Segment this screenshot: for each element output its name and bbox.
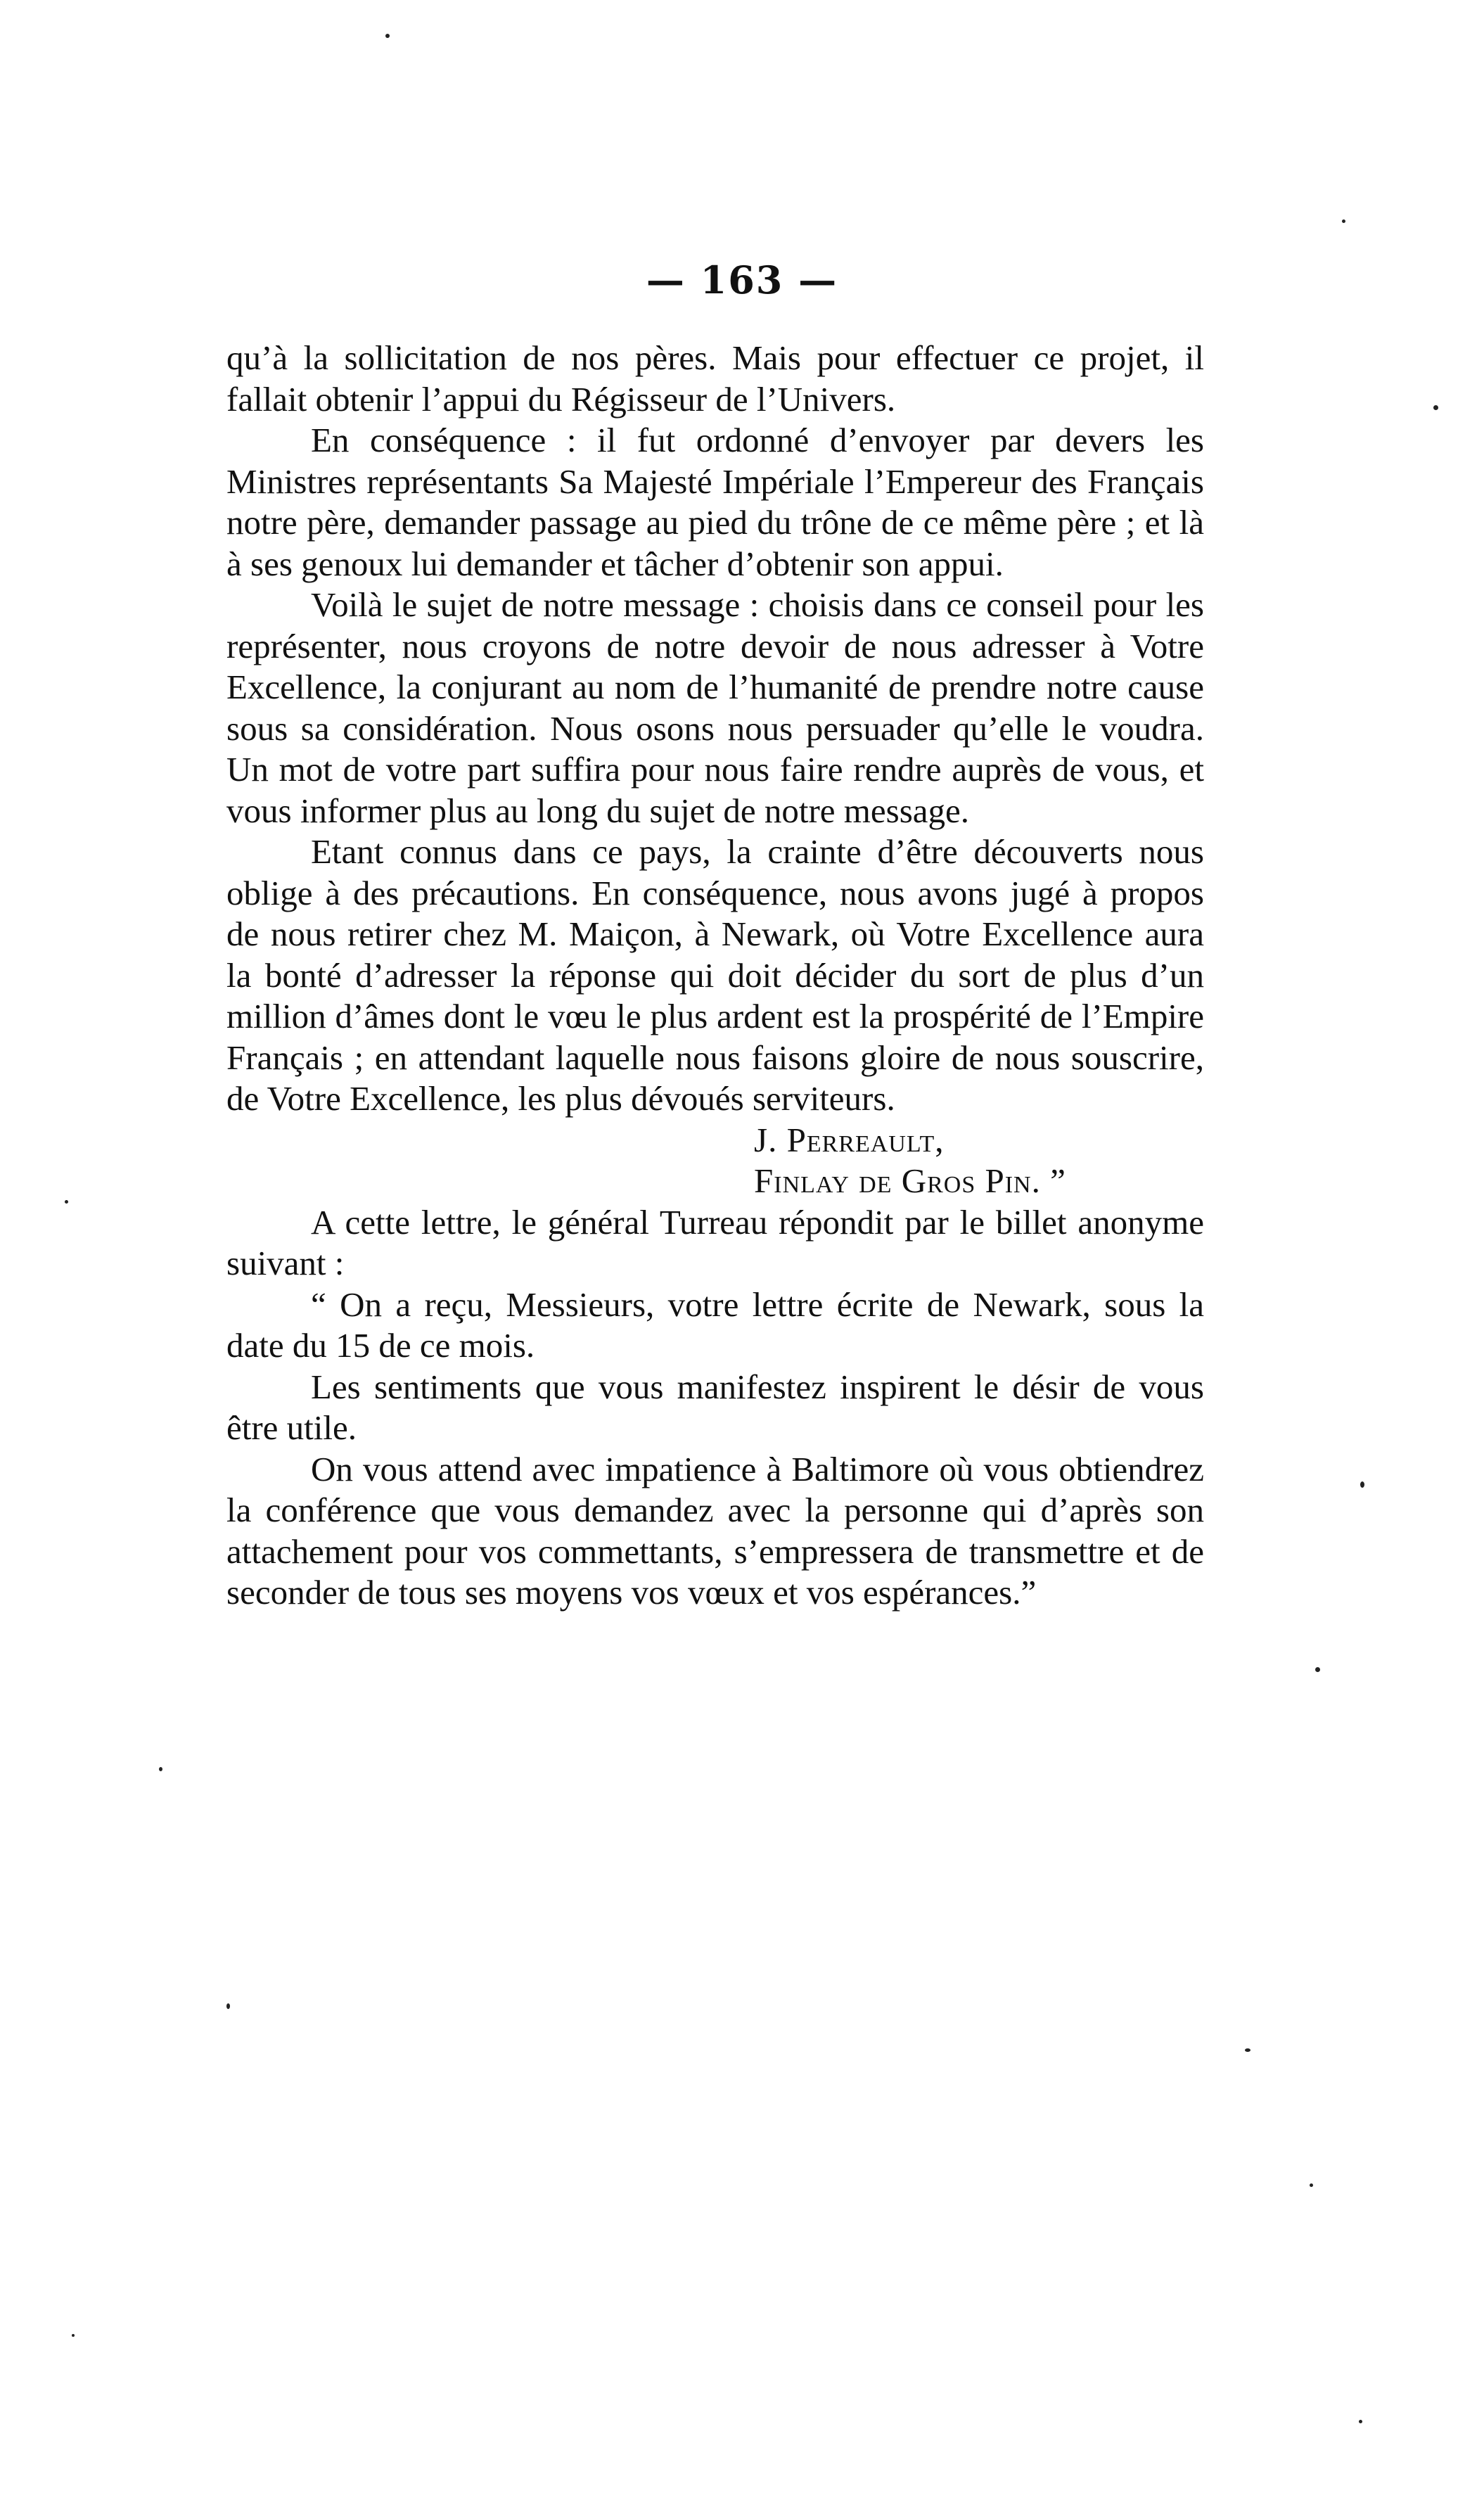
scan-speck — [1359, 2420, 1362, 2423]
signature-line-2: Finlay de Gros Pin. ” — [754, 1161, 1066, 1200]
scan-speck — [1342, 219, 1345, 223]
scan-speck — [1310, 2183, 1313, 2187]
paragraph-message-subject: Voilà le sujet de notre message : choisis dans ce conseil pour les représenter, nous croyons de notre devoir de nous adresser à Votre Excellence, la conjurant au nom de l’humanité de prendre notre cause sous sa considération. Nous osons nous persuader qu’elle le voudra. Un mot de votre part suffira pour nous faire rendre auprès de vous, et vous informer plus au long du sujet de notre message. — [226, 585, 1204, 830]
paragraph-consequence: En conséquence : il fut ordonné d’envoyer par devers les Ministres représentants Sa Majesté Impériale l’Empereur des Français notre père, demander passage au pied du trône de ce même père ; et là à ses genoux lui demander et tâcher d’obtenir son appui. — [226, 421, 1204, 583]
paragraph-quote-received: “ On a reçu, Messieurs, votre lettre écrite de Newark, sous la date du 15 de ce mois. — [226, 1284, 1204, 1365]
paragraph-quote-sentiments: Les sentiments que vous manifestez inspirent le désir de vous être utile. — [226, 1367, 1204, 1447]
body-text — [226, 338, 1204, 1614]
paragraph-continuation: qu’à la sollicitation de nos pères. Mais pour effectuer ce projet, il fallait obtenir l’appui du Régisseur de l’Univers. — [226, 338, 1204, 419]
signature-line-1: J. Perreault, — [754, 1120, 945, 1159]
paragraph-precautions: Etant connus dans ce pays, la crainte d’être découverts nous oblige à des précautions. En conséquence, nous avons jugé à propos de nous retirer chez M. Maiçon, à Newark, où Votre Excellence aura la bonté d’adresser la réponse qui doit décider du sort de plus d’un million d’âmes dont le vœu le plus ardent est la prospérité de l’Empire Français ; en attendant laquelle nous faisons gloire de nous souscrire, de Votre Excellence, les plus dévoués serviteurs. — [226, 832, 1204, 1118]
scan-speck — [226, 2003, 230, 2009]
paragraph-quote-baltimore: On vous attend avec impatience à Baltimore où vous obtiendrez la conférence que vous demandez avec la personne qui d’après son attachement pour vos commettants, s’empressera de transmettre et de seconder de tous ses moyens vos vœux et vos espérances.” — [226, 1449, 1204, 1612]
scan-speck — [1245, 2048, 1250, 2052]
scan-speck — [72, 2334, 75, 2337]
scan-speck — [385, 34, 390, 38]
scan-speck — [1360, 1481, 1364, 1488]
paragraph-turreau-reply: A cette lettre, le général Turreau répondit par le billet anonyme suivant : — [226, 1202, 1204, 1282]
scan-speck — [1315, 1667, 1320, 1672]
page-number: — 163 — — [646, 257, 838, 302]
scan-speck — [65, 1200, 68, 1204]
scan-speck — [1433, 405, 1438, 410]
scan-speck — [159, 1767, 162, 1771]
